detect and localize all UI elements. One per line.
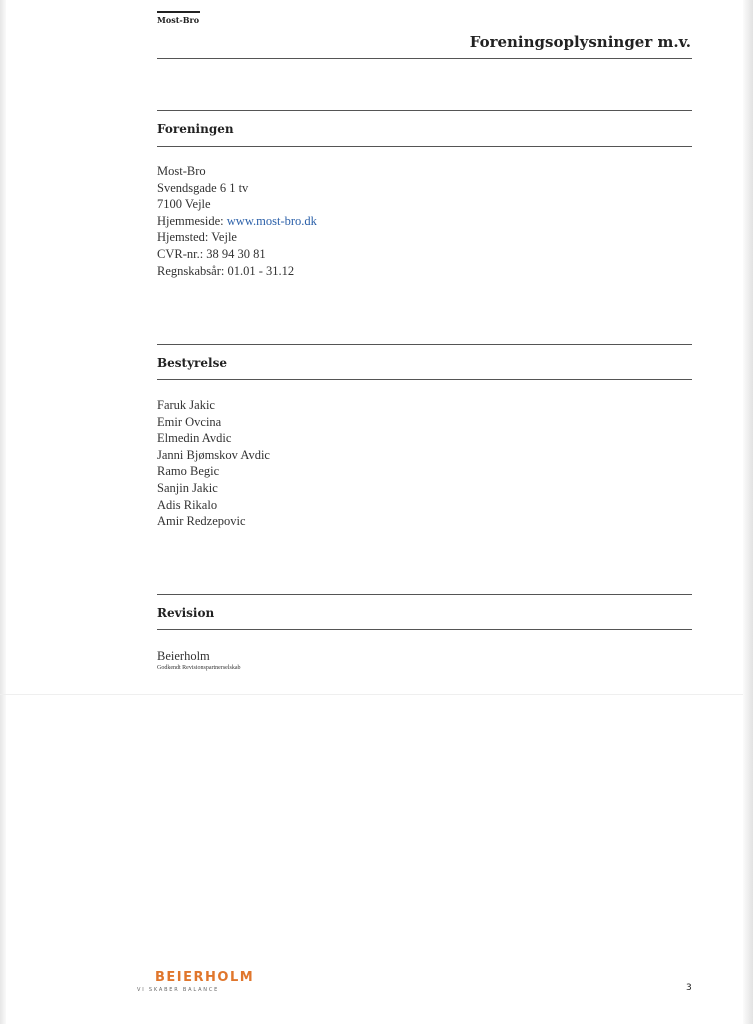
header-divider <box>157 58 692 59</box>
board-member: Janni Bjømskov Avdic <box>157 447 270 462</box>
association-cvr: CVR-nr.: 38 94 30 81 <box>157 246 266 261</box>
association-city: 7100 Vejle <box>157 197 211 212</box>
association-name: Most-Bro <box>157 164 206 178</box>
board-members-list <box>157 397 270 530</box>
header-mark <box>157 11 200 13</box>
section-heading-bestyrelse: Bestyrelse <box>157 356 227 370</box>
section-heading-revision: Revision <box>157 606 215 620</box>
auditor-firm-subtitle: Godkendt Revisionspartnerselskab <box>157 665 241 671</box>
board-member: Ramo Begic <box>157 464 220 479</box>
board-member: Amir Redzepovic <box>157 514 246 529</box>
scan-fold-line <box>0 694 743 695</box>
section-rule-top <box>157 110 692 111</box>
section-rule-top <box>157 594 692 595</box>
page-edge-left <box>0 0 6 1024</box>
logo-tagline: VI SKABER BALANCE <box>137 987 220 993</box>
association-details <box>157 163 317 279</box>
page-number: 3 <box>686 983 692 993</box>
section-rule-bottom <box>157 379 692 380</box>
website-link[interactable]: www.most-bro.dk <box>226 213 317 228</box>
section-rule-top <box>157 344 692 345</box>
page-edge-right <box>743 0 753 1024</box>
board-member: Faruk Jakic <box>157 398 215 412</box>
section-rule-bottom <box>157 146 692 147</box>
page-title: Foreningsoplysninger m.v. <box>469 33 691 51</box>
board-member: Adis Rikalo <box>157 497 218 512</box>
association-fiscal-year: Regnskabsår: 01.01 - 31.12 <box>157 263 295 278</box>
board-member: Emir Ovcina <box>157 414 222 429</box>
auditor-firm: Beierholm <box>157 649 210 663</box>
header-brand: Most-Bro <box>157 15 200 25</box>
section-rule-bottom <box>157 629 692 630</box>
beierholm-logo: BEIERHOLM <box>155 970 255 985</box>
association-street: Svendsgade 6 1 tv <box>157 180 249 195</box>
board-member: Elmedin Avdic <box>157 431 232 446</box>
website-line <box>157 213 317 230</box>
section-heading-foreningen: Foreningen <box>157 122 234 136</box>
board-member: Sanjin Jakic <box>157 480 218 495</box>
association-seat: Hjemsted: Vejle <box>157 230 237 245</box>
website-label: Hjemmeside: <box>157 213 224 228</box>
